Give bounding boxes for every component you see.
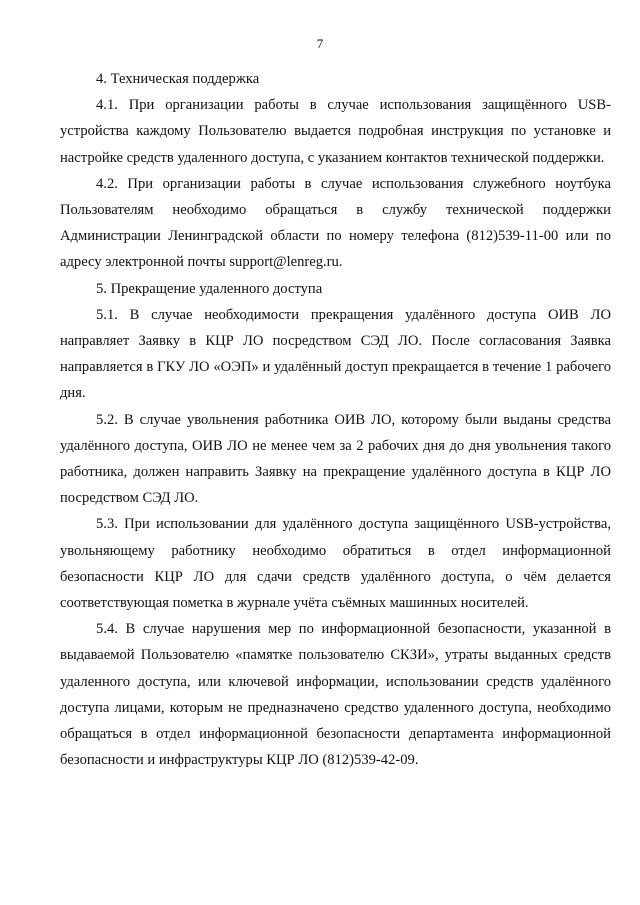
paragraph-4-1: 4.1. При организации работы в случае использования защищённого USB-устройства каждому Пользователю выдается подробная инструкция по установке и настройке средств удаленного доступа, с указанием контактов технической поддержки. [60,97,611,166]
paragraph-4-2: 4.2. При организации работы в случае использования служебного ноутбука Пользователям необходимо обращаться в службу технической поддержки Администрации Ленинградской области по номеру телефона (812)539-11-00 или по адресу электронной почты support@lenreg.ru. [60,175,611,271]
paragraph-5-3: 5.3. При использовании для удалённого доступа защищённого USB-устройства, увольняющему работнику необходимо обратиться в отдел информационной безопасности КЦР ЛО для сдачи средств удалённого доступа, о чём делается соответствующая пометка в журнале учёта съёмных машинных носителей. [60,516,611,612]
paragraph-5-4: 5.4. В случае нарушения мер по информационной безопасности, указанной в выдаваемой Пользователю «памятке пользователю СКЗИ», утраты выданных средств удаленного доступа, или ключевой информации, использовании средств удалённого доступа лицами, которым не предназначено средство удаленного доступа, необходимо обращаться в отдел информационной безопасности департамента информационной безопасности и инфраструктуры КЦР ЛО (812)539-42-09. [60,621,611,769]
paragraph-5-1: 5.1. В случае необходимости прекращения удалённого доступа ОИВ ЛО направляет Заявку в КЦР ЛО посредством СЭД ЛО. После согласования Заявка направляется в ГКУ ЛО «ОЭП» и удалённый доступ прекращается в течение 1 рабочего дня. [60,306,611,402]
page-number: 7 [316,36,324,51]
paragraph-5-2: 5.2. В случае увольнения работника ОИВ ЛО, которому были выданы средства удалённого доступа, ОИВ ЛО не менее чем за 2 рабочих дня до дня увольнения такого работника, должен направить Заявку на прекращение удалённого доступа в КЦР ЛО посредством СЭД ЛО. [60,411,611,507]
document-text [60,66,611,773]
section-heading-technical-support: 4. Техническая поддержка [96,71,260,87]
section-heading-access-termination: 5. Прекращение удаленного доступа [96,280,323,297]
